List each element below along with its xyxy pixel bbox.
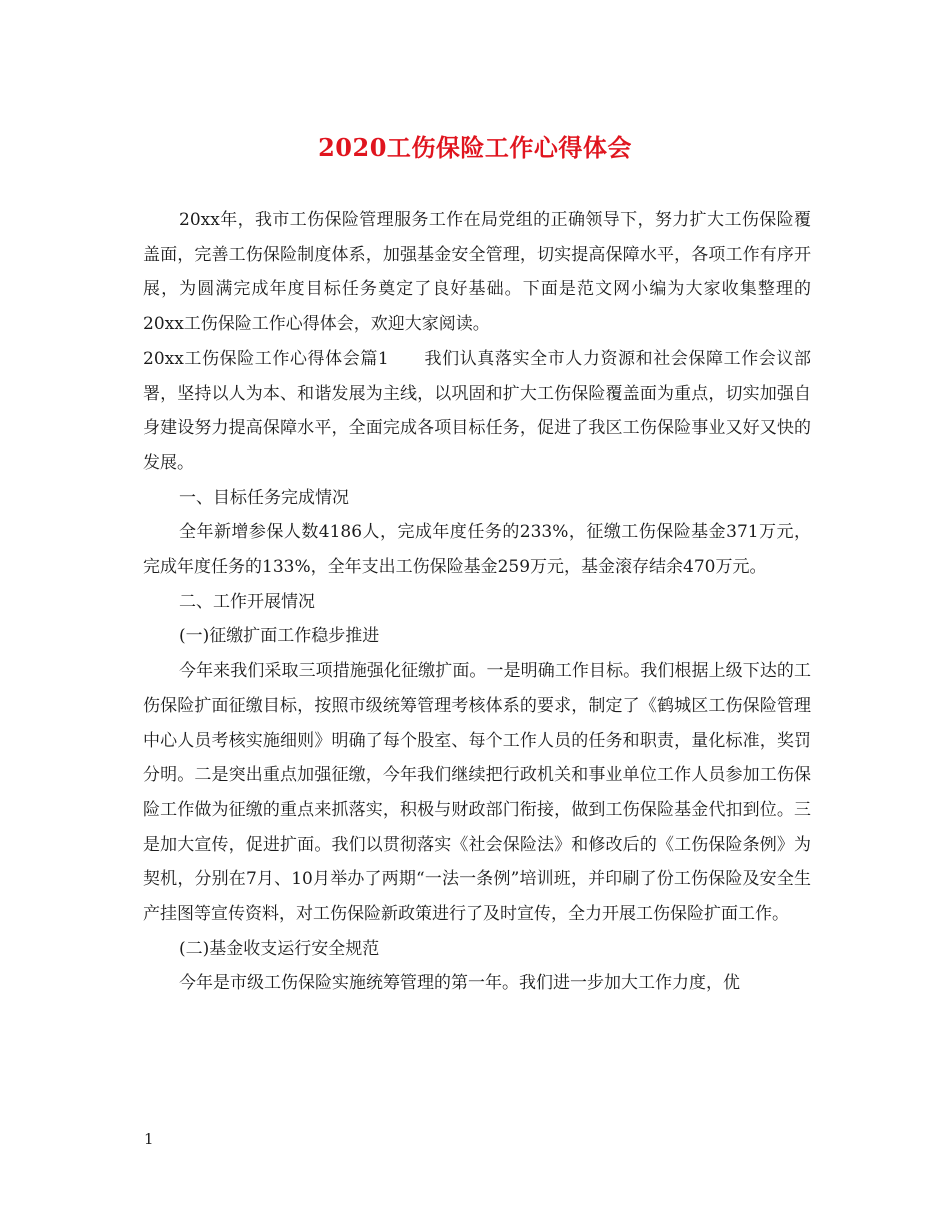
subheading-collection: (一)征缴扩面工作稳步推进 [179, 626, 380, 647]
heading-work: 二、工作开展情况 [179, 591, 315, 612]
paragraph-fund: 今年是市级工伤保险实施统筹管理的第一年。我们进一步加大工作力度，优 [179, 973, 740, 994]
paragraph-article-1: 20xx工伤保险工作心得体会篇1 我们认真落实全市人力资源和社会保障工作会议部署，坚持以人为本、和谐发展为主线，以巩固和扩大工伤保险覆盖面为重点，切实加强自身建设努力提高保障水平，全面完成各项目标任务，促进了我区工伤保险事业又好又快的发展。 [143, 348, 811, 473]
page-number: 1 [144, 1130, 154, 1148]
subheading-fund: (二)基金收支运行安全规范 [179, 938, 380, 959]
document-title: 2020工伤保险工作心得体会 [318, 133, 632, 162]
paragraph-intro: 20xx年，我市工伤保险管理服务工作在局党组的正确领导下，努力扩大工伤保险覆盖面，完善工伤保险制度体系，加强基金安全管理，切实提高保障水平，各项工作有序开展，为圆满完成年度目标任务奠定了良好基础。下面是范文网小编为大家收集整理的20xx工伤保险工作心得体会，欢迎大家阅读。 [143, 210, 811, 335]
paragraph-targets: 全年新增参保人数4186人，完成年度任务的233%，征缴工伤保险基金371万元，完成年度任务的133%，全年支出工伤保险基金259万元，基金滚存结余470万元。 [143, 522, 811, 578]
document-body [143, 203, 811, 1001]
paragraph-collection: 今年来我们采取三项措施强化征缴扩面。一是明确工作目标。我们根据上级下达的工伤保险扩面征缴目标，按照市级统筹管理考核体系的要求，制定了《鹤城区工伤保险管理中心人员考核实施细则》明确了每个股室、每个工作人员的任务和职责，量化标准，奖罚分明。二是突出重点加强征缴，今年我们继续把行政机关和事业单位工作人员参加工伤保险工作做为征缴的重点来抓落实，积极与财政部门衔接，做到工伤保险基金代扣到位。三是加大宣传，促进扩面。我们以贯彻落实《社会保险法》和修改后的《工伤保险条例》为契机，分别在7月、10月举办了两期“一法一条例”培训班，并印刷了份工伤保险及安全生产挂图等宣传资料，对工伤保险新政策进行了及时宣传，全力开展工伤保险扩面工作。 [143, 661, 811, 925]
heading-targets: 一、目标任务完成情况 [179, 487, 349, 508]
